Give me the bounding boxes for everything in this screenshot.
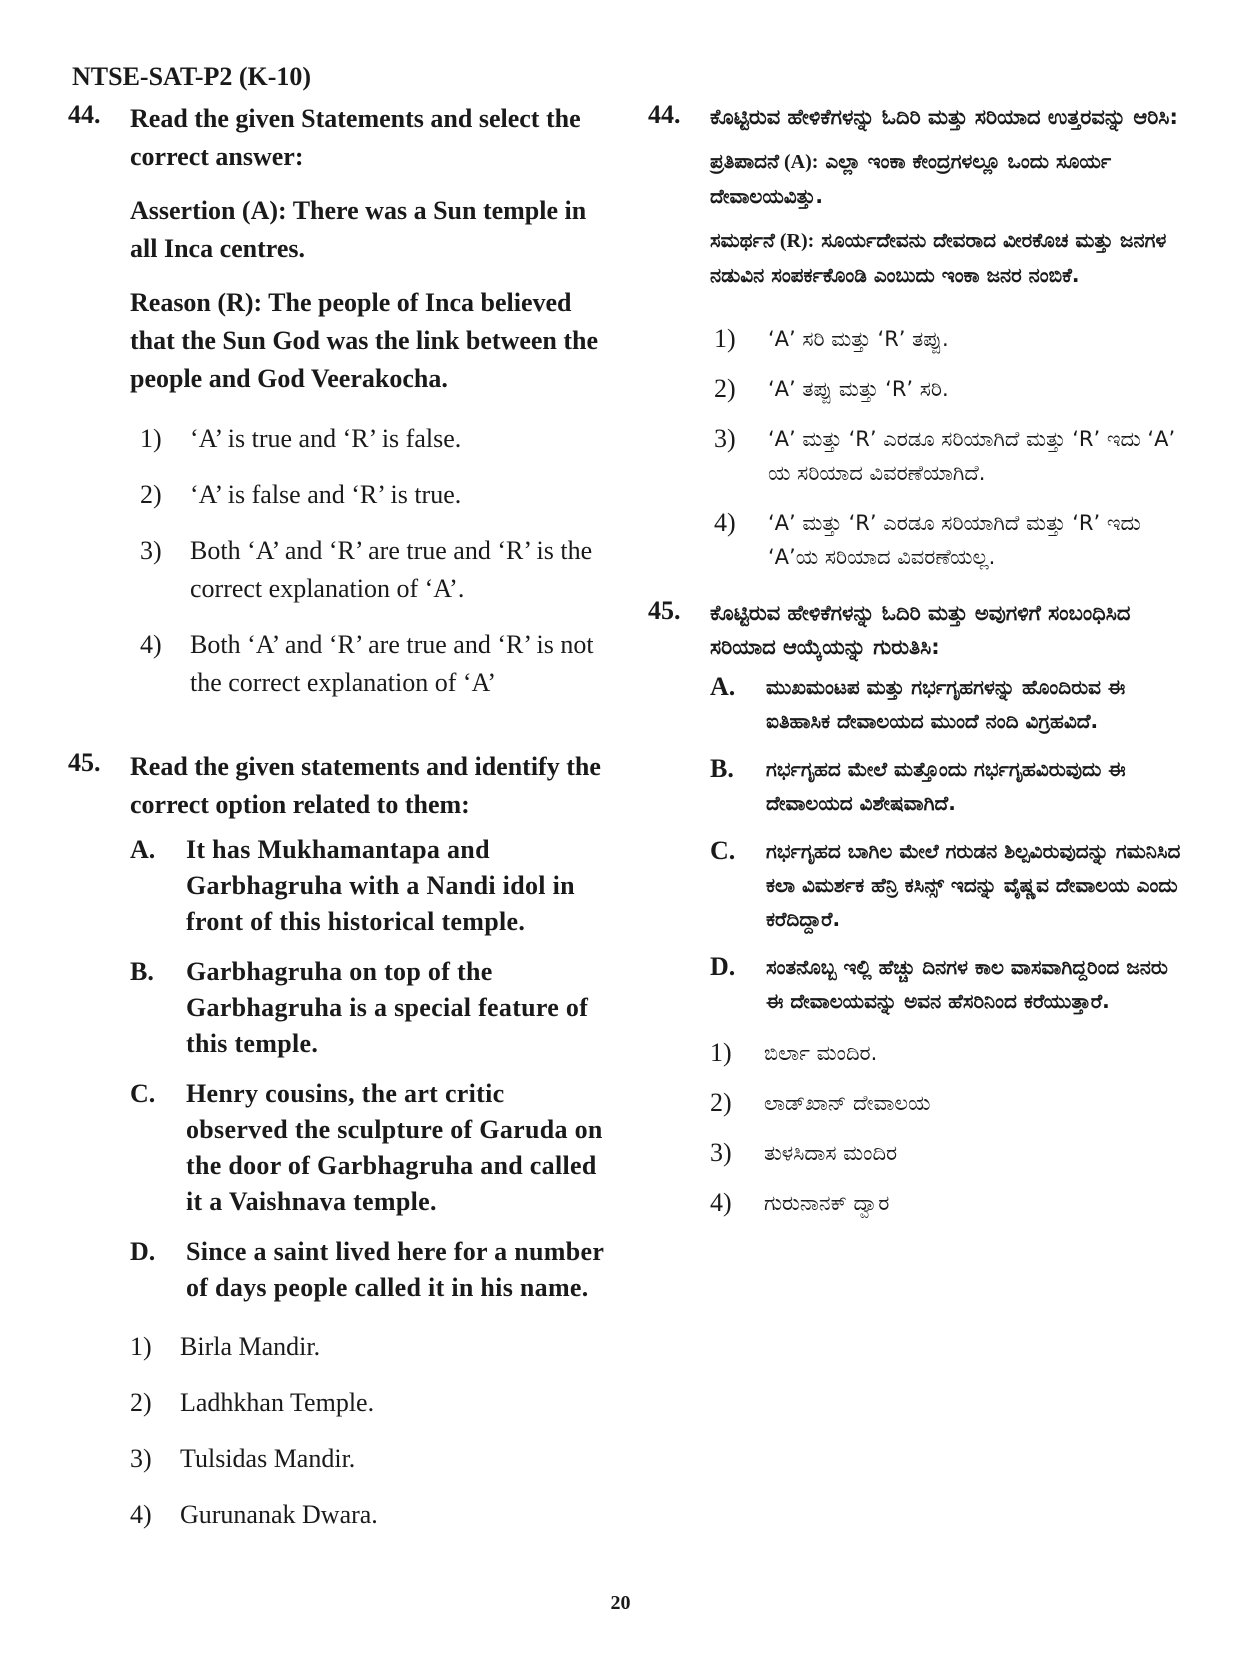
option-number: 1) [714,324,736,353]
option-4[interactable] [710,1186,1183,1220]
statement-letter: D. [130,1237,156,1266]
question-45-en [68,748,608,1534]
statement-text: ಗರ್ಭಗೃಹದ ಬಾಗಿಲ ಮೇಲೆ ಗರುಡನ ಶಿಲ್ಪವಿರುವುದನ್ನು ಗಮನಿಸಿದ ಕಲಾ ವಿಮರ್ಶಕ ಹೆನ್ರಿ ಕಸಿನ್ಸ್ ಇದನ್ನು ವೈಷ್ಣವ ದೇವಾಲಯ ಎಂದು ಕರೆದಿದ್ದಾರೆ. [766,839,1181,931]
option-number: 1) [130,1332,152,1361]
option-text: Ladhkhan Temple. [180,1388,375,1417]
question-44-en [68,100,608,702]
statements-list [130,832,608,1306]
question-number: 45. [648,596,681,625]
option-3[interactable] [714,422,1183,490]
assertion-label: ಪ್ರತಿಪಾದನೆ (A): [710,151,819,173]
option-text: ‘A’ ಮತ್ತು ‘R’ ಎರಡೂ ಸರಿಯಾಗಿದೆ ಮತ್ತು ‘R’ ಇದು ‘A’ಯ ಸರಿಯಾದ ವಿವರಣೆಯಲ್ಲ. [768,511,1141,569]
statement-text: Since a saint lived here for a number of days people called it in his name. [186,1237,604,1302]
option-4[interactable] [714,506,1183,574]
option-1[interactable] [130,1328,608,1366]
option-text: Both ‘A’ and ‘R’ are true and ‘R’ is not the correct explanation of ‘A’ [190,630,594,697]
statement-text: Henry cousins, the art critic observed the sculpture of Garuda on the door of Garbhagruha and called it a Vaishnava temple. [186,1079,603,1216]
options-list [140,420,608,702]
question-number: 44. [68,100,101,129]
option-3[interactable] [710,1136,1183,1170]
option-1[interactable] [710,1036,1183,1070]
reason-body: ಸೂರ್ಯದೇವನು ದೇವರಾದ ವೀರಕೊಚ ಮತ್ತು ಜನಗಳ ನಡುವಿನ ಸಂಪರ್ಕಕೊಂಡಿ ಎಂಬುದು ಇಂಕಾ ಜನರ ನಂಬಿಕೆ. [710,228,1167,287]
options-list [710,1036,1183,1220]
statement-a [130,832,608,940]
option-number: 4) [714,508,736,537]
option-text: ತುಳಸಿದಾಸ ಮಂದಿರ [764,1141,898,1165]
question-text: Read the given Statements and select the correct answer: [130,104,581,171]
option-text: ‘A’ ತಪ್ಪು ಮತ್ತು ‘R’ ಸರಿ. [768,377,949,401]
statement-text: It has Mukhamantapa and Garbhagruha with a Nandi idol in front of this historical temple. [186,835,575,936]
option-3[interactable] [130,1440,608,1478]
option-number: 4) [140,630,162,659]
option-text: Gurunanak Dwara. [180,1500,378,1529]
statement-a [710,670,1183,738]
statement-d [130,1234,608,1306]
option-number: 3) [710,1138,732,1167]
option-4[interactable] [140,626,608,702]
option-number: 3) [714,424,736,453]
option-2[interactable] [130,1384,608,1422]
option-number: 2) [714,374,736,403]
statement-text: ಸಂತನೊಬ್ಬ ಇಲ್ಲಿ ಹೆಚ್ಚು ದಿನಗಳ ಕಾಲ ವಾಸವಾಗಿದ್ದರಿಂದ ಜನರು ಈ ದೇವಾಲಯವನ್ನು ಅವನ ಹೆಸರಿನಿಂದ ಕರೆಯುತ್ತಾರೆ. [766,955,1168,1013]
assertion-text: Assertion (A): There was a Sun temple in all Inca centres. [130,196,587,263]
option-text: Birla Mandir. [180,1332,321,1361]
question-44-kn [648,100,1183,574]
option-2[interactable] [140,476,608,514]
option-4[interactable] [130,1496,608,1534]
option-1[interactable] [140,420,608,458]
statement-letter: A. [130,835,156,864]
statement-letter: C. [130,1079,156,1108]
option-text: Both ‘A’ and ‘R’ are true and ‘R’ is the correct explanation of ‘A’. [190,536,593,603]
statement-text: ಗರ್ಭಗೃಹದ ಮೇಲೆ ಮತ್ತೊಂದು ಗರ್ಭಗೃಹವಿರುವುದು ಈ ದೇವಾಲಯದ ವಿಶೇಷವಾಗಿದೆ. [766,757,1126,815]
statement-letter: B. [130,957,154,986]
option-number: 3) [140,536,162,565]
option-text: ಲಾಡ್‌ಖಾನ್ ದೇವಾಲಯ [764,1091,931,1115]
statement-d [710,950,1183,1018]
option-number: 2) [710,1088,732,1117]
option-1[interactable] [714,322,1183,356]
page-number: 20 [610,1592,631,1614]
reason-text: Reason (R): The people of Inca believed that the Sun God was the link between the people and God Veerakocha. [130,288,599,393]
question-text: ಕೊಟ್ಟಿರುವ ಹೇಳಿಕೆಗಳನ್ನು ಓದಿರಿ ಮತ್ತು ಅವುಗಳಿಗೆ ಸಂಬಂಧಿಸಿದ ಸರಿಯಾದ ಆಯ್ಕೆಯನ್ನು ಗುರುತಿಸಿ: [710,601,1131,659]
option-text: ಗುರುನಾನಕ್ ದ್ವಾರ [764,1191,890,1215]
option-number: 2) [130,1388,152,1417]
question-45-kn [648,596,1183,1220]
option-number: 4) [130,1500,152,1529]
option-2[interactable] [710,1086,1183,1120]
statement-b [710,752,1183,820]
assertion-text [710,144,1183,213]
option-2[interactable] [714,372,1183,406]
statement-c [130,1076,608,1220]
option-number: 3) [130,1444,152,1473]
statement-letter: C. [710,836,736,865]
statement-letter: A. [710,672,736,701]
question-text: Read the given statements and identify the correct option related to them: [130,752,601,819]
statement-letter: D. [710,952,736,981]
paper-code-header: NTSE-SAT-P2 (K-10) [72,62,312,91]
question-text: ಕೊಟ್ಟಿರುವ ಹೇಳಿಕೆಗಳನ್ನು ಓದಿರಿ ಮತ್ತು ಸರಿಯಾದ ಉತ್ತರವನ್ನು ಆರಿಸಿ: [710,105,1178,129]
option-number: 4) [710,1188,732,1217]
english-column [68,100,608,1552]
statement-c [710,834,1183,936]
option-text: ‘A’ is false and ‘R’ is true. [190,480,462,509]
statement-b [130,954,608,1062]
options-list [714,322,1183,574]
question-number: 44. [648,100,681,129]
option-text: ‘A’ ಮತ್ತು ‘R’ ಎರಡೂ ಸರಿಯಾಗಿದೆ ಮತ್ತು ‘R’ ಇದು ‘A’ ಯ ಸರಿಯಾದ ವಿವರಣೆಯಾಗಿದೆ. [768,427,1176,485]
question-number: 45. [68,748,101,777]
option-text: ‘A’ ಸರಿ ಮತ್ತು ‘R’ ತಪ್ಪು. [768,327,949,351]
option-number: 1) [710,1038,732,1067]
statements-list [710,670,1183,1018]
reason-text [710,223,1183,292]
option-number: 2) [140,480,162,509]
statement-text: Garbhagruha on top of the Garbhagruha is a special feature of this temple. [186,957,589,1058]
option-text: ಬಿರ್ಲಾ ಮಂದಿರ. [764,1041,878,1065]
options-list [130,1328,608,1534]
statement-text: ಮುಖಮಂಟಪ ಮತ್ತು ಗರ್ಭಗೃಹಗಳನ್ನು ಹೊಂದಿರುವ ಈ ಐತಿಹಾಸಿಕ ದೇವಾಲಯದ ಮುಂದೆ ನಂದಿ ವಿಗ್ರಹವಿದೆ. [766,675,1126,733]
kannada-column [648,100,1183,1236]
option-number: 1) [140,424,162,453]
reason-label: ಸಮರ್ಥನೆ (R): [710,230,815,252]
option-text: Tulsidas Mandir. [180,1444,356,1473]
statement-letter: B. [710,754,734,783]
option-text: ‘A’ is true and ‘R’ is false. [190,424,462,453]
option-3[interactable] [140,532,608,608]
assertion-body: ಎಲ್ಲಾ ಇಂಕಾ ಕೇಂದ್ರಗಳಲ್ಲೂ ಒಂದು ಸೂರ್ಯ ದೇವಾಲಯವಿತ್ತು. [710,149,1112,208]
